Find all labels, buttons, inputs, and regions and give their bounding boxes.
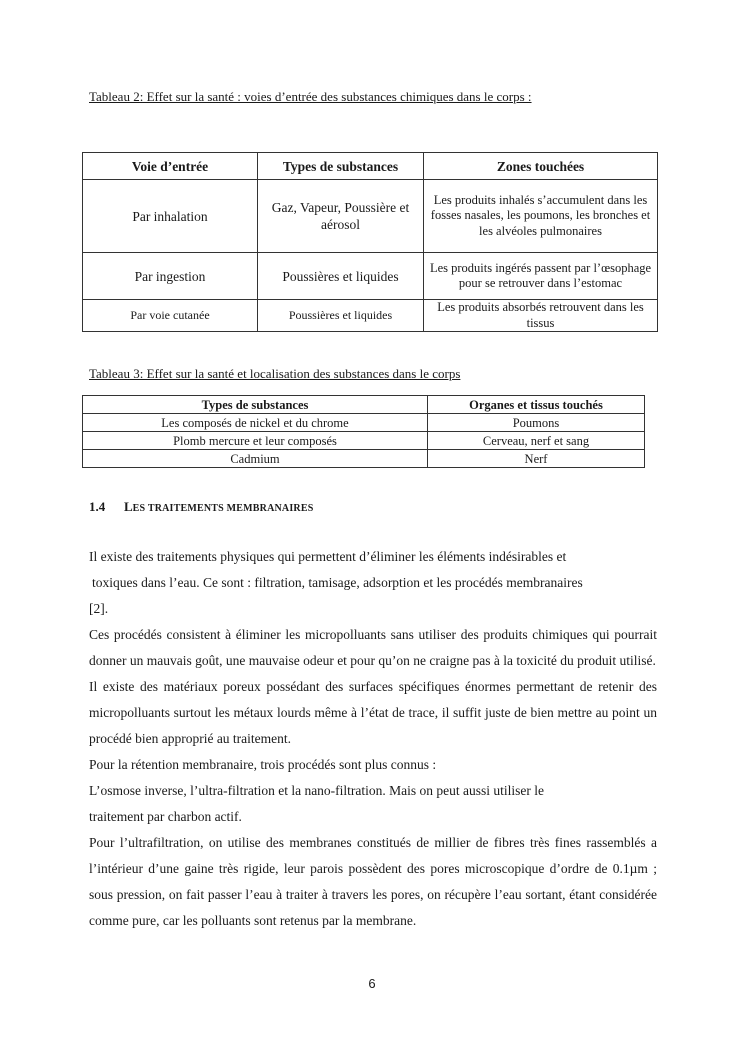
table-cell: Par inhalation xyxy=(83,180,258,253)
table-cell: Les produits absorbés retrouvent dans les tissus xyxy=(424,300,658,332)
paragraph: Ces procédés consistent à éliminer les micropolluants sans utiliser des produits chimiques qui pourrait donner un mauvais goût, une mauvaise odeur et pour qu’on ne craigne pas à la toxicité du produit utilisé. xyxy=(89,627,657,668)
paragraph-line: traitement par charbon actif. xyxy=(89,809,242,824)
table-row xyxy=(83,253,658,300)
column-header-substance-types: Types de substances xyxy=(258,153,424,180)
section-title-initial: L xyxy=(124,499,133,514)
table-cell: Par voie cutanée xyxy=(83,300,258,332)
section-heading xyxy=(89,499,313,515)
table-row xyxy=(83,432,645,450)
table-cell: Cerveau, nerf et sang xyxy=(428,432,645,450)
page-number: 6 xyxy=(368,976,376,991)
paragraph: Il existe des matériaux poreux possédant des surfaces spécifiques énormes permettant de retenir des micropolluants surtout les métaux lourds même à l’état de trace, il suffit juste de bien mettre au point un procédé bien approprié au traitement. xyxy=(89,679,657,746)
table-cell: Poussières et liquides xyxy=(258,253,424,300)
table-cell: Plomb mercure et leur composés xyxy=(83,432,428,450)
table-cell: Cadmium xyxy=(83,450,428,468)
table-cell: Les produits ingérés passent par l’œsophage pour se retrouver dans l’estomac xyxy=(424,253,658,300)
table-cell: Poumons xyxy=(428,414,645,432)
table-cell: Nerf xyxy=(428,450,645,468)
paragraph: Pour l’ultrafiltration, on utilise des membranes constitués de millier de fibres très fines rassemblés a l’intérieur d’une gaine très rigide, leur parois possèdent des pores microscopique d’ordre de 0.1µm ; sous pression, on fait passer l’eau à traiter à travers les pores, on récupère l’eau sortant, étant considérée comme pure, car les polluants sont retenus par la membrane. xyxy=(89,835,657,928)
table-entry-routes xyxy=(82,152,658,332)
table-cell: Par ingestion xyxy=(83,253,258,300)
column-header-organs: Organes et tissus touchés xyxy=(428,396,645,414)
paragraph-line: Il existe des traitements physiques qui permettent d’éliminer les éléments indésirables et xyxy=(89,549,567,564)
paragraph-line: toxiques dans l’eau. Ce sont : filtration, tamisage, adsorption et les procédés membranaires xyxy=(92,575,583,590)
paragraph-line: L’osmose inverse, l’ultra-filtration et la nano-filtration. Mais on peut aussi utiliser le xyxy=(89,783,545,798)
column-header-affected-zones: Zones touchées xyxy=(424,153,658,180)
table-cell: Les produits inhalés s’accumulent dans les fosses nasales, les poumons, les bronches et les alvéoles pulmonaires xyxy=(424,180,658,253)
table-header-row xyxy=(83,153,658,180)
section-number: 1.4 xyxy=(89,499,106,514)
table3-caption: Tableau 3: Effet sur la santé et localisation des substances dans le corps xyxy=(89,366,461,381)
table-cell: Les composés de nickel et du chrome xyxy=(83,414,428,432)
table-row xyxy=(83,414,645,432)
table-row xyxy=(83,300,658,332)
column-header-substance-types: Types de substances xyxy=(83,396,428,414)
paragraph: Pour la rétention membranaire, trois procédés sont plus connus : xyxy=(89,757,437,772)
section-title-rest: ES TRAITEMENTS MEMBRANAIRES xyxy=(132,503,314,514)
table-cell: Poussières et liquides xyxy=(258,300,424,332)
column-header-route: Voie d’entrée xyxy=(83,153,258,180)
table-row xyxy=(83,450,645,468)
table-cell: Gaz, Vapeur, Poussière et aérosol xyxy=(258,180,424,253)
table-row xyxy=(83,180,658,253)
table-substance-localisation xyxy=(82,395,645,468)
table2-caption: Tableau 2: Effet sur la santé : voies d’entrée des substances chimiques dans le corps : xyxy=(89,89,532,104)
paragraph-line: [2]. xyxy=(89,601,109,616)
body-text xyxy=(89,544,657,934)
table-header-row xyxy=(83,396,645,414)
